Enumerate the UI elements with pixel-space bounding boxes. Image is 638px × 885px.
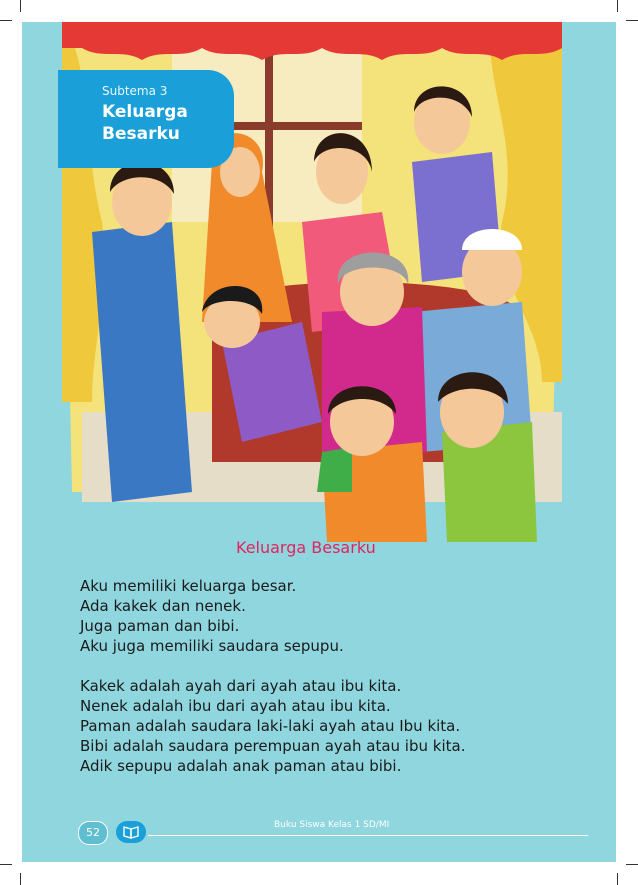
- crop-mark: [617, 873, 618, 885]
- subtheme-badge: [58, 70, 234, 168]
- footer-rule: [148, 835, 588, 836]
- crop-mark: [20, 873, 21, 885]
- story-line: Juga paman dan bibi.: [80, 617, 240, 635]
- subtheme-label: Subtema 3: [102, 84, 168, 98]
- book-icon: [116, 821, 146, 843]
- story-title: Keluarga Besarku: [236, 538, 376, 557]
- crop-mark: [626, 864, 638, 865]
- crop-mark: [617, 0, 618, 12]
- story-paragraph-2: [80, 676, 465, 776]
- crop-mark: [0, 20, 12, 21]
- crop-mark: [20, 0, 21, 12]
- page-number: 52: [78, 821, 108, 845]
- book-icon-badge: [116, 821, 146, 843]
- story-line: Aku memiliki keluarga besar.: [80, 577, 297, 595]
- story-line: Paman adalah saudara laki-laki ayah atau Ibu kita.: [80, 717, 461, 735]
- story-line: Kakek adalah ayah dari ayah atau ibu kita.: [80, 677, 402, 695]
- story-line: Aku juga memiliki saudara sepupu.: [80, 637, 344, 655]
- story-paragraph-1: [80, 576, 344, 656]
- crop-mark: [0, 864, 12, 865]
- story-line: Adik sepupu adalah anak paman atau bibi.: [80, 757, 402, 775]
- book-title: Buku Siswa Kelas 1 SD/MI: [274, 820, 390, 830]
- crop-mark: [626, 20, 638, 21]
- subtheme-title: Keluarga Besarku: [102, 102, 188, 144]
- story-line: Bibi adalah saudara perempuan ayah atau ibu kita.: [80, 737, 466, 755]
- page-footer: [78, 817, 594, 845]
- story-line: Ada kakek dan nenek.: [80, 597, 246, 615]
- story-line: Nenek adalah ibu dari ayah atau ibu kita.: [80, 697, 391, 715]
